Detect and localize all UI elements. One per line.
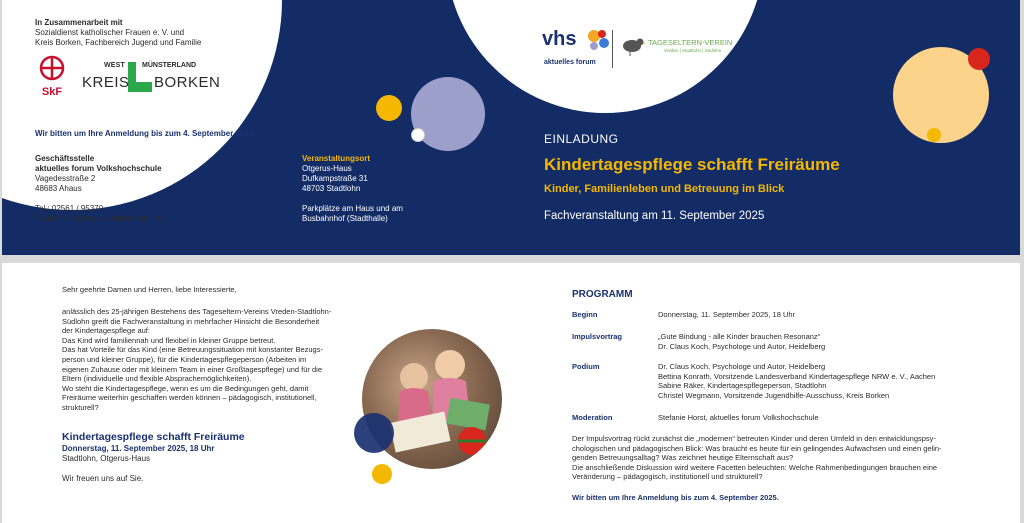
- venue-street: Dufkampstraße 31: [302, 174, 368, 183]
- office-phone: Tel.: 02561 / 95370: [35, 204, 104, 213]
- tv-logo-name: TAGESELTERN-VEREIN: [648, 38, 733, 47]
- description-line: genden Betreuungsalltag? Was zeichnet heutige Elternschaft aus?: [572, 453, 794, 463]
- letter-place: Stadtlohn, Otgerus-Haus: [62, 454, 151, 463]
- cover-event-line: Fachveranstaltung am 11. September 2025: [544, 210, 765, 222]
- letter-line: person und kleiner Gruppe), für die Kindertagespflegeperson (Arbeiten im: [62, 354, 307, 364]
- navy-dot: [354, 413, 394, 453]
- partner-line-2: Kreis Borken, Fachbereich Jugend und Familie: [35, 38, 202, 47]
- partner-line-1: Sozialdienst katholischer Frauen e. V. und: [35, 28, 185, 37]
- venue-parking-1: Parkplätze am Haus und am: [302, 204, 403, 213]
- vhs-logo: [542, 28, 622, 72]
- program-value-line: „Gute Bindung - alle Kinder brauchen Resonanz“: [658, 332, 821, 341]
- logo-divider: [612, 30, 613, 68]
- office-city: 48683 Ahaus: [35, 184, 82, 193]
- cover-subtitle: Kinder, Familienleben und Betreuung im Blick: [544, 183, 785, 195]
- venue-city: 48703 Stadtlohn: [302, 184, 361, 193]
- office-heading: Geschäftsstelle: [35, 154, 95, 163]
- red-dot: [968, 48, 990, 70]
- description-line: Veränderung – pädagogisch, institutionell und strukturell?: [572, 472, 763, 482]
- program-label: Podium: [572, 362, 600, 371]
- letter-greeting: Sehr geehrte Damen und Herren, liebe Interessierte,: [62, 285, 237, 294]
- letter-line: Freiräume weiterhin geschaffen werden können – pädagogisch, institutionell,: [62, 393, 317, 403]
- skf-emblem-icon: [35, 55, 69, 81]
- bird-logo-icon: [620, 34, 646, 56]
- letter-line: anlässlich des 25-jährigen Bestehens des Tageseltern-Vereins Vreden-Stadtlohn-: [62, 307, 332, 316]
- letter-closing: Wir freuen uns auf Sie.: [62, 474, 144, 483]
- letter-line: Südlohn greift die Fachveranstaltung in mehrfacher Hinsicht die Besonderheit: [62, 316, 320, 326]
- program-value-line: Dr. Claus Koch, Psychologe und Autor, Heidelberg: [658, 341, 826, 351]
- letter-body: [62, 307, 331, 413]
- letter-date: Donnerstag, 11. September 2025, 18 Uhr: [62, 444, 215, 453]
- description-line: Die anschließende Diskussion wird weitere Facetten beleuchten: Welche Rahmenbedingungen brauchen eine: [572, 462, 938, 472]
- program-value: [658, 362, 935, 400]
- cover-title: Kindertagespflege schafft Freiräume: [544, 155, 840, 174]
- program-value-line: Christel Wegmann, Vorsitzende Jugendhilfe-Ausschuss, Kreis Borken: [658, 390, 890, 400]
- program-label: Impulsvortrag: [572, 332, 623, 341]
- cover-panel: [2, 0, 1020, 255]
- program-value: Donnerstag, 11. September 2025, 18 Uhr: [658, 310, 796, 319]
- program-label: Beginn: [572, 310, 598, 319]
- partner-heading: In Zusammenarbeit mit: [35, 18, 123, 27]
- program-label: Moderation: [572, 413, 613, 422]
- letter-line: Das Kind wird familiennah und flexibel in kleiner Gruppe betreut.: [62, 335, 276, 345]
- office-street: Vagedesstraße 2: [35, 174, 96, 183]
- description-line: Der Impulsvortrag rückt zunächst die „modernen“ betreuten Kinder und deren Umfeld in den entwicklungspsy-: [572, 434, 936, 443]
- yellow-dot-right: [927, 128, 941, 142]
- letter-line: strukturell?: [62, 402, 99, 412]
- office-email[interactable]: E-Mail: info@vhs-aktuellesforum.de: [35, 214, 162, 223]
- program-value: Stefanie Horst, aktuelles forum Volkshochschule: [658, 413, 819, 422]
- vhs-logo-sub: aktuelles forum: [544, 59, 596, 66]
- office-name: aktuelles forum Volkshochschule: [35, 164, 162, 173]
- inside-panel: [2, 263, 1020, 523]
- program-heading: PROGRAMM: [572, 289, 633, 300]
- letter-line: der Kindertagespflege auf:: [62, 326, 150, 336]
- invitation-label: EINLADUNG: [544, 132, 619, 146]
- yellow-dot-left: [376, 95, 402, 121]
- vhs-logo-text: vhs: [542, 28, 577, 50]
- letter-line: Das hat Vorteile für das Kind (eine Betreuungssituation mit konstanter Bezugs-: [62, 345, 323, 355]
- program-registration: Wir bitten um Ihre Anmeldung bis zum 4. September 2025.: [572, 493, 779, 502]
- program-value-line: Dr. Claus Koch, Psychologe und Autor, Heidelberg: [658, 362, 826, 371]
- kreis-logo-kreis: KREIS: [82, 74, 130, 91]
- cover-registration-note: Wir bitten um Ihre Anmeldung bis zum 4. September 2025.: [35, 129, 256, 138]
- kreis-logo-borken: BORKEN: [154, 74, 221, 91]
- letter-line: Wo steht die Kindertagespflege, wenn es um die Bedingungen geht, damit: [62, 383, 309, 393]
- skf-logo: [35, 55, 69, 98]
- yellow-dot-bottom: [372, 464, 392, 484]
- venue-parking-2: Busbahnhof (Stadthalle): [302, 214, 388, 223]
- kreis-borken-logo: [82, 60, 222, 94]
- kreis-logo-west: WEST: [104, 62, 126, 69]
- venue-heading: Veranstaltungsort: [302, 154, 371, 163]
- venue-name: Otgerus-Haus: [302, 164, 352, 173]
- kreis-logo-muensterland: MÜNSTERLAND: [142, 62, 197, 69]
- vhs-bird-icon: [586, 28, 612, 52]
- letter-line: eigenen Zuhause oder mit kleinem Team in einer Großtagespflege) und für die: [62, 364, 323, 374]
- skf-logo-text: SkF: [41, 86, 63, 98]
- small-white-dot: [411, 128, 425, 142]
- letter-line: Eltern (individuelle und flexible Absprachemöglichkeiten).: [62, 374, 252, 384]
- tageseltern-verein-logo: [620, 32, 750, 62]
- tv-logo-sub: Vreden | Stadtlohn | Südlohn: [664, 48, 722, 53]
- program-value-line: Sabine Räker, Kindertagespflegeperson, Stadtlohn: [658, 381, 827, 390]
- program-value-line: Bettina Konrath, Vorsitzende Landesverband Kindertagespflege NRW e. V., Aachen: [658, 371, 936, 381]
- letter-title: Kindertagespflege schafft Freiräume: [62, 431, 245, 443]
- program-description: [572, 434, 942, 482]
- program-value: [658, 332, 825, 351]
- description-line: chologischen und pädagogischen Blick: Was braucht es heute für ein gelingendes Aufwachsen und einen gelin-: [572, 443, 942, 453]
